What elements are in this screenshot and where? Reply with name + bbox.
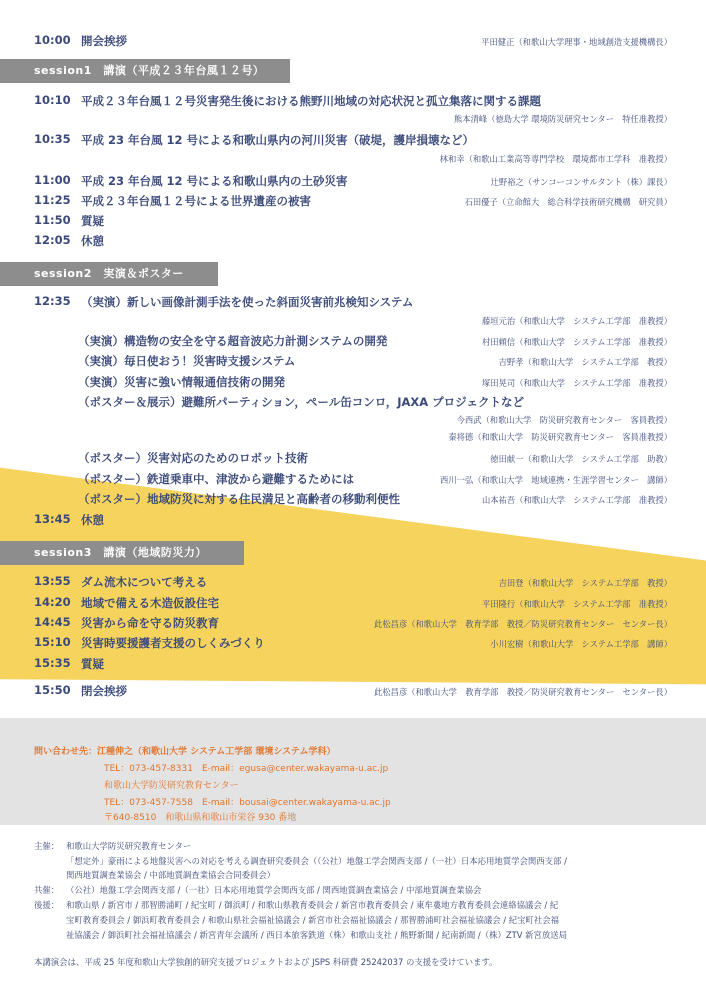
closing-speaker: 此松昌彦（和歌山大学 教育学部 教授／防災研究教育センター センター長）: [373, 687, 672, 697]
opening-speaker: 平田健正（和歌山大学理事・地域創造支援機構長）: [481, 37, 672, 47]
item-title: 災害時要援護者支援のしくみづくり: [81, 636, 265, 650]
contact-address: 〒640-8510 和歌山県和歌山市栄谷 930 番地: [104, 813, 297, 823]
closing-time: 15:50: [34, 683, 71, 697]
item-time: 10:10: [34, 93, 71, 107]
item-title: （実演）毎日使おう！災害時支援システム: [78, 354, 296, 368]
support-line-3: 祉協議会 / 御浜町社会福祉協議会 / 新宮青年会議所 / 西日本旅客鉄道（株）和歌山支社 / 熊野新聞 / 紀南新聞 /（株）ZTV 新宮放送局: [66, 930, 567, 940]
item-speaker: 吉野孝（和歌山大学 システム工学部 教授）: [498, 357, 672, 367]
opening-time: 10:00: [34, 33, 71, 47]
item-speaker: 吉田登（和歌山大学 システム工学部 教授）: [498, 578, 672, 588]
item-title: （ポスター）災害対応のためのロボット技術: [78, 451, 308, 465]
item-speaker: 藤垣元治（和歌山大学 システム工学部 准教授）: [481, 316, 672, 326]
item-speaker: 石田優子（立命館大 総合科学技術研究機構 研究員）: [464, 197, 672, 207]
item-title: （ポスター）鉄道乗車中、津波から避難するためには: [78, 472, 354, 486]
item-title: （ポスター）地域防災に対する住民満足と高齢者の移動利便性: [78, 492, 400, 506]
item-speaker: 徳田献一（和歌山大学 システム工学部 助教）: [490, 454, 672, 464]
item-time: 13:45: [34, 512, 71, 526]
item-speaker: 秦将德（和歌山大学 防災研究教育センター 客員准教授）: [448, 432, 672, 442]
item-title: 地域で備える木造仮設住宅: [81, 596, 219, 610]
item-speaker: 小川宏樹（和歌山大学 システム工学部 講師）: [490, 639, 672, 649]
item-title: 平成２３年台風１２号による世界遺産の被害: [81, 194, 311, 208]
item-speaker: 熊本清峰（徳島大学 環境防災研究センター 特任准教授）: [453, 114, 672, 124]
contact-line-2[interactable]: TEL：073-457-7558 E-mail：bousai@center.wakayama-u.ac.jp: [104, 798, 391, 808]
item-speaker: 辻野裕之（サンコーコンサルタント（株）課長）: [490, 177, 672, 187]
item-time: 14:45: [34, 615, 71, 629]
item-time: 15:10: [34, 635, 71, 649]
item-time: 11:00: [34, 173, 71, 187]
cohost-label: 共催：: [34, 885, 60, 895]
funding-note: 本講演会は、平成 25 年度和歌山大学独創的研究支援プロジェクトおよび JSPS 科研費 25242037 の支援を受けています。: [34, 957, 498, 967]
item-time: 12:05: [34, 233, 71, 247]
host-label: 主催：: [34, 841, 60, 851]
item-title: 休憩: [81, 513, 104, 527]
item-speaker: 今西武（和歌山大学 防災研究教育センター 客員教授）: [456, 415, 672, 425]
item-speaker: 林和幸（和歌山工業高等専門学校 環境都市工学科 准教授）: [439, 154, 672, 164]
item-title: （ポスター＆展示）避難所パーティション，ペール缶コンロ，JAXA プロジェクトなど: [78, 395, 524, 409]
item-title: 質疑: [81, 214, 104, 228]
opening-title: 開会挨拶: [81, 34, 127, 48]
item-time: 14:20: [34, 595, 71, 609]
closing-title: 閉会挨拶: [81, 684, 127, 698]
contact-org: 和歌山大学防災研究教育センター: [104, 781, 239, 791]
item-time: 11:25: [34, 193, 71, 207]
host-line-1: 和歌山大学防災研究教育センター: [66, 841, 192, 851]
item-time: 11:50: [34, 213, 71, 227]
item-time: 13:55: [34, 574, 71, 588]
item-speaker: 此松昌彦（和歌山大学 教育学部 教授／防災研究教育センター センター長）: [373, 619, 672, 629]
contact-line-1[interactable]: TEL：073-457-8331 E-mail：egusa@center.wakayama-u.ac.jp: [104, 764, 389, 774]
item-speaker: 山本祐吾（和歌山大学 システム工学部 准教授）: [481, 495, 672, 505]
support-line-1: 和歌山県 / 新宮市 / 那智勝浦町 / 紀宝町 / 御浜町 / 和歌山県教育委員会 / 新宮市教育委員会 / 東牟婁地方教育委員会連絡協議会 / 紀: [66, 900, 559, 910]
item-speaker: 平田隆行（和歌山大学 システム工学部 准教授）: [481, 599, 672, 609]
support-label: 後援：: [34, 900, 60, 910]
session2-header: session2 実演＆ポスター: [0, 262, 218, 286]
item-title: 平成 23 年台風 12 号による和歌山県内の河川災害（破堤，護岸損壊など）: [81, 133, 475, 147]
item-title: （実演）構造物の安全を守る超音波応力計測システムの開発: [78, 334, 388, 348]
host-line-3: 関西地質調査業協会 / 中部地質調査業協会合同委員会）: [66, 870, 276, 880]
item-title: 災害から命を守る防災教育: [81, 616, 219, 630]
item-title: （実演）新しい画像計測手法を使った斜面災害前兆検知システム: [81, 295, 414, 309]
item-time: 12:35: [34, 294, 71, 308]
item-title: （実演）災害に強い情報通信技術の開発: [78, 375, 285, 389]
support-line-2: 宝町教育委員会 / 御浜町教育委員会 / 和歌山県社会福祉協議会 / 新宮市社会福祉協議会 / 那智勝浦町社会福祉協議会 / 紀宝町社会福: [66, 915, 559, 925]
item-time: 15:35: [34, 656, 71, 670]
cohost-text: （公社）地盤工学会関西支部 /（一社）日本応用地質学会関西支部 / 関西地質調査業協会 / 中部地質調査業協会: [66, 885, 482, 895]
item-speaker: 西川一弘（和歌山大学 地域連携・生涯学習センター 講師）: [440, 475, 672, 485]
contact-heading: 問い合わせ先：江種伸之（和歌山大学 システム工学部 環境システム学科）: [34, 747, 336, 757]
item-speaker: 村田頼信（和歌山大学 システム工学部 准教授）: [481, 337, 672, 347]
item-title: 休憩: [81, 234, 104, 248]
item-title: 質疑: [81, 657, 104, 671]
item-title: 平成 23 年台風 12 号による和歌山県内の土砂災害: [81, 174, 348, 188]
item-time: 10:35: [34, 132, 71, 146]
session3-header: session3 講演（地域防災力）: [0, 541, 244, 565]
host-line-2: 「想定外」豪雨による地盤災害への対応を考える調査研究委員会（（公社）地盤工学会関西支部 /（一社）日本応用地質学会関西支部 /: [66, 856, 567, 866]
item-speaker: 塚田晃司（和歌山大学 システム工学部 准教授）: [481, 378, 672, 388]
item-title: 平成２３年台風１２号災害発生後における熊野川地域の対応状況と孤立集落に関する課題: [81, 94, 541, 108]
session1-header: session1 講演（平成２３年台風１２号）: [0, 59, 290, 83]
item-title: ダム流木について考える: [81, 575, 208, 589]
